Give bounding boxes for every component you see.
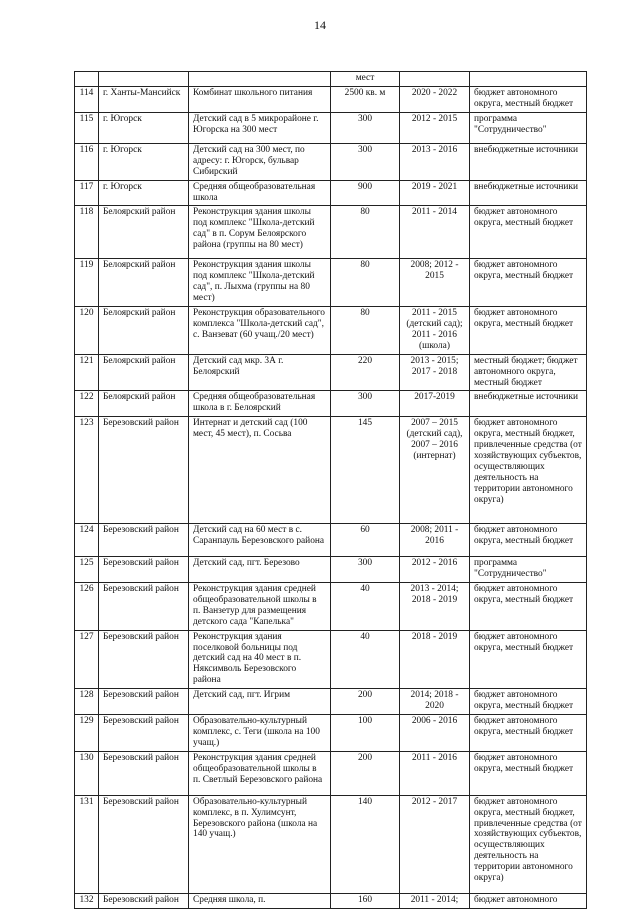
row-area: Березовский район: [99, 893, 189, 908]
capacity-unit-cell: мест: [331, 72, 400, 87]
row-area: Березовский район: [99, 417, 189, 524]
row-capacity: 220: [331, 354, 400, 391]
row-object: Реконструкция здания поселковой больницы под детский сад на 40 мест в п. Няксимволь Березовского района: [189, 630, 331, 689]
row-object: Детский сад, пгт. Игрим: [189, 689, 331, 715]
row-capacity: 80: [331, 206, 400, 259]
table-row: [75, 583, 587, 631]
row-object: Образовательно-культурный комплекс, с. Теги (школа на 100 учащ.): [189, 715, 331, 752]
row-number: 124: [75, 524, 99, 557]
row-source: местный бюджет; бюджет автономного округа, местный бюджет: [470, 354, 587, 391]
table-row: [75, 689, 587, 715]
row-number: 119: [75, 259, 99, 307]
row-years: 2007 – 2015 (детский сад), 2007 – 2016 (интернат): [400, 417, 470, 524]
table-row: [75, 259, 587, 307]
row-number: 125: [75, 557, 99, 583]
row-source: бюджет автономного округа, местный бюджет: [470, 524, 587, 557]
row-object: Реконструкция здания средней общеобразовательной школы в п. Светлый Березовского района: [189, 751, 331, 795]
row-capacity: 300: [331, 557, 400, 583]
table-row: [75, 715, 587, 752]
row-area: г. Югорск: [99, 143, 189, 180]
row-number: 116: [75, 143, 99, 180]
row-source: бюджет автономного округа, местный бюджет: [470, 583, 587, 631]
row-capacity: 2500 кв. м: [331, 86, 400, 112]
row-source: бюджет автономного округа, местный бюджет: [470, 86, 587, 112]
row-area: Березовский район: [99, 557, 189, 583]
row-source: бюджет автономного округа, местный бюджет, привлеченные средства (от хозяйствующих субъектов, осуществляющих деятельность на территории автономного округа): [470, 417, 587, 524]
row-source: внебюджетные источники: [470, 180, 587, 206]
table-row: [75, 524, 587, 557]
table-row: [75, 112, 587, 143]
row-area: Белоярский район: [99, 259, 189, 307]
table-row: [75, 143, 587, 180]
row-object: Реконструкция образовательного комплекса "Школа-детский сад", с. Ванзеват (60 учащ./20 мест): [189, 307, 331, 355]
row-object: Средняя школа, п.: [189, 893, 331, 908]
row-years: 2017-2019: [400, 391, 470, 417]
row-capacity: 300: [331, 391, 400, 417]
row-object: Средняя общеобразовательная школа в г. Белоярский: [189, 391, 331, 417]
row-source: бюджет автономного округа, местный бюджет: [470, 715, 587, 752]
row-capacity: 300: [331, 112, 400, 143]
row-area: Березовский район: [99, 689, 189, 715]
row-number: 131: [75, 795, 99, 893]
row-years: 2018 - 2019: [400, 630, 470, 689]
row-years: 2011 - 2016: [400, 751, 470, 795]
row-capacity: 160: [331, 893, 400, 908]
row-years: 2012 - 2017: [400, 795, 470, 893]
table-row: [75, 180, 587, 206]
row-years: 2008; 2011 - 2016: [400, 524, 470, 557]
row-years: 2012 - 2016: [400, 557, 470, 583]
row-number: 123: [75, 417, 99, 524]
row-years: 2014; 2018 - 2020: [400, 689, 470, 715]
objects-table: [74, 71, 587, 909]
row-object: Реконструкция здания школы под комплекс "Школа-детский сад" в п. Сорум Белоярского района (группы на 80 мест): [189, 206, 331, 259]
row-source: бюджет автономного округа, местный бюджет: [470, 630, 587, 689]
table-row: [75, 795, 587, 893]
row-capacity: 100: [331, 715, 400, 752]
row-object: Детский сад, пгт. Березово: [189, 557, 331, 583]
row-object: Средняя общеобразовательная школа: [189, 180, 331, 206]
row-capacity: 40: [331, 630, 400, 689]
row-area: Белоярский район: [99, 307, 189, 355]
row-capacity: 80: [331, 259, 400, 307]
row-area: Березовский район: [99, 630, 189, 689]
row-area: Березовский район: [99, 795, 189, 893]
row-number: 120: [75, 307, 99, 355]
table-row: [75, 86, 587, 112]
row-years: 2008; 2012 - 2015: [400, 259, 470, 307]
row-number: 132: [75, 893, 99, 908]
row-years: 2013 - 2015; 2017 - 2018: [400, 354, 470, 391]
row-area: Белоярский район: [99, 206, 189, 259]
table-row: [75, 751, 587, 795]
table-row: [75, 630, 587, 689]
table-header-row: [75, 72, 587, 87]
table-row: [75, 307, 587, 355]
row-source: бюджет автономного: [470, 893, 587, 908]
row-source: программа "Сотрудничество": [470, 557, 587, 583]
row-number: 128: [75, 689, 99, 715]
row-source: внебюджетные источники: [470, 391, 587, 417]
row-capacity: 140: [331, 795, 400, 893]
row-number: 127: [75, 630, 99, 689]
row-object: Интернат и детский сад (100 мест, 45 мест), п. Сосьва: [189, 417, 331, 524]
row-capacity: 60: [331, 524, 400, 557]
table-row: [75, 391, 587, 417]
row-source: бюджет автономного округа, местный бюджет: [470, 206, 587, 259]
row-source: внебюджетные источники: [470, 143, 587, 180]
row-area: Белоярский район: [99, 391, 189, 417]
row-years: 2012 - 2015: [400, 112, 470, 143]
row-capacity: 80: [331, 307, 400, 355]
row-number: 126: [75, 583, 99, 631]
row-source: бюджет автономного округа, местный бюджет: [470, 307, 587, 355]
row-number: 115: [75, 112, 99, 143]
row-object: Детский сад на 60 мест в с. Саранпауль Березовского района: [189, 524, 331, 557]
row-years: 2013 - 2016: [400, 143, 470, 180]
row-object: Реконструкция здания школы под комплекс "Школа-детский сад", п. Лыхма (группы на 80 мест): [189, 259, 331, 307]
row-years: 2011 - 2015 (детский сад); 2011 - 2016 (школа): [400, 307, 470, 355]
row-capacity: 200: [331, 751, 400, 795]
row-source: бюджет автономного округа, местный бюджет: [470, 689, 587, 715]
row-object: Реконструкция здания средней общеобразовательной школы в п. Ванзетур для размещения детского сада "Капелька": [189, 583, 331, 631]
row-object: Комбинат школьного питания: [189, 86, 331, 112]
row-number: 117: [75, 180, 99, 206]
row-source: бюджет автономного округа, местный бюджет: [470, 751, 587, 795]
row-number: 121: [75, 354, 99, 391]
row-capacity: 900: [331, 180, 400, 206]
table-row: [75, 417, 587, 524]
row-object: Детский сад в 5 микрорайоне г. Югорска на 300 мест: [189, 112, 331, 143]
row-area: Березовский район: [99, 715, 189, 752]
row-capacity: 145: [331, 417, 400, 524]
row-years: 2019 - 2021: [400, 180, 470, 206]
row-object: Детский сад на 300 мест, по адресу: г. Югорск, бульвар Сибирский: [189, 143, 331, 180]
row-number: 130: [75, 751, 99, 795]
row-years: 2011 - 2014;: [400, 893, 470, 908]
table-row: [75, 354, 587, 391]
row-object: Образовательно-культурный комплекс, в п. Хулимсунт, Березовского района (школа на 140 учащ.): [189, 795, 331, 893]
row-capacity: 300: [331, 143, 400, 180]
row-capacity: 200: [331, 689, 400, 715]
row-number: 118: [75, 206, 99, 259]
row-area: г. Югорск: [99, 180, 189, 206]
row-capacity: 40: [331, 583, 400, 631]
row-area: Березовский район: [99, 751, 189, 795]
row-object: Детский сад мкр. 3А г. Белоярский: [189, 354, 331, 391]
row-source: бюджет автономного округа, местный бюджет, привлеченные средства (от хозяйствующих субъектов, осуществляющих деятельность на территории автономного округа): [470, 795, 587, 893]
table-row: [75, 557, 587, 583]
row-years: 2013 - 2014; 2018 - 2019: [400, 583, 470, 631]
row-area: Белоярский район: [99, 354, 189, 391]
table-row: [75, 893, 587, 908]
row-number: 114: [75, 86, 99, 112]
row-area: г. Югорск: [99, 112, 189, 143]
row-area: Березовский район: [99, 583, 189, 631]
page-number: 14: [314, 18, 326, 32]
table-row: [75, 206, 587, 259]
row-years: 2011 - 2014: [400, 206, 470, 259]
row-number: 122: [75, 391, 99, 417]
row-number: 129: [75, 715, 99, 752]
row-source: бюджет автономного округа, местный бюджет: [470, 259, 587, 307]
row-source: программа "Сотрудничество": [470, 112, 587, 143]
row-years: 2006 - 2016: [400, 715, 470, 752]
row-area: Березовский район: [99, 524, 189, 557]
row-area: г. Ханты-Мансийск: [99, 86, 189, 112]
row-years: 2020 - 2022: [400, 86, 470, 112]
